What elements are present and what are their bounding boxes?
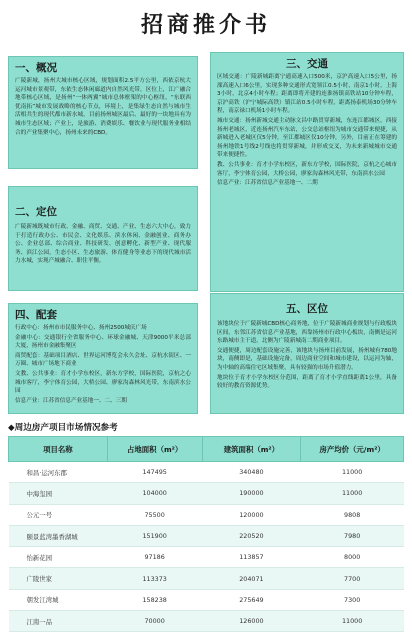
section-heading: 四、配套 xyxy=(15,309,57,321)
table-row xyxy=(9,568,404,589)
header-building-area: 建筑面积（m²） xyxy=(202,437,301,462)
table-row xyxy=(9,504,404,525)
market-table xyxy=(8,436,404,632)
cell-land-area: 97186 xyxy=(107,547,202,568)
section-text: 广陵新城，扬州大城市核心区域，规划面积2.5平方公里，西依京杭大运河城市景观带，东依生态休闲廊道内自然风光带，区位上，江广融合地带核心区域，是扬州“一体两翼”城市总体框架的中心枢纽，“东联西优南拓”城市发展战略的核心节点，环境上，是集绿生态自然与城市生活相共生的现代都市新水城，目前扬州城区最后、最好的一块地具有为城市生态区域；产业上，是旅游、消费娱乐、餐饮业与现代服务业相结合的产业集聚中心，扬州未来的CBD。 xyxy=(15,78,191,136)
transport-section xyxy=(210,52,404,292)
table-row xyxy=(9,589,404,610)
cell-avg-price: 11000 xyxy=(301,611,404,632)
cell-land-area: 113373 xyxy=(107,568,202,589)
cell-project-name: 怡新花园 xyxy=(9,547,108,568)
header-avg-price: 房产均价（元/m²） xyxy=(301,437,404,462)
overview-section xyxy=(8,56,198,169)
cell-land-area: 104000 xyxy=(107,483,202,504)
section-text: 商贸配套：基础项目酒店、世界运河博览会永久会址、京杭水街区、一万圈、城市广场地下商业 xyxy=(15,352,191,368)
cell-project-name: 朝发江湾城 xyxy=(9,589,108,610)
section-text: 行政中心：扬州市市民服务中心、扬州2500城庆广场 xyxy=(15,325,147,331)
section-heading: 五、区位 xyxy=(286,303,328,315)
header-project-name: 项目名称 xyxy=(9,437,108,462)
table-row xyxy=(9,462,404,483)
facilities-section xyxy=(8,303,198,414)
cell-land-area: 75500 xyxy=(107,504,202,525)
section-text: 区域交通：广陵新城距离宁通高速入口500米，京沪高速入口5公里，扬溧高速入口6公里，实现多种交通形式宽领江0.5小时，南京1小时，上海3小时，北京4小时车程；距离即将开建的连淮扬镇高铁站10分钟车程，京沪高铁（沪宁城际高铁）镇江站0.5小时车程，距离扬泰机场30分钟车程，南京禄口机场1小时车程。 xyxy=(217,74,397,115)
cell-building-area: 340480 xyxy=(202,462,301,483)
cell-building-area: 190000 xyxy=(202,483,301,504)
cell-building-area: 275649 xyxy=(202,589,301,610)
cell-project-name: 江南一品 xyxy=(9,611,108,632)
table-row xyxy=(9,483,404,504)
section-text: 广陵新城既城市行政、金融、商贸、交通、产业、生态六大中心，致力于打造行政办公、市民会、文化娱乐、滨水休闲、金融创业、商务办公、企业总部、综合商业、科技研发、创意孵化、新型产业、现代服务、滨江公园，生态小区、生态旅游、体育健身等业态下的现代城市活力水城，实现产城融合、职住平衡。 xyxy=(15,224,191,265)
section-heading: 二、定位 xyxy=(15,206,57,218)
section-text: 教、公共事业：育才小学东校区，新东方学校，国际医院，京杭之心城市客厅，李宁体育公园，大桥公园，廖家沟森林风光带，东南滨水公园 xyxy=(217,161,397,177)
cell-avg-price: 9808 xyxy=(301,504,404,525)
section-text: 文教、公共事业：育才小学东校区，新东方学校，国际医院，京杭之心城市客厅，李宁体育公园，大桥公园、廖家沟森林风光带，东南滨水公园 xyxy=(15,370,191,395)
table-row xyxy=(9,611,404,632)
cell-land-area: 70000 xyxy=(107,611,202,632)
location-section xyxy=(210,293,404,414)
cell-land-area: 158238 xyxy=(107,589,202,610)
table-row xyxy=(9,547,404,568)
cell-project-name: 公元一号 xyxy=(9,504,108,525)
cell-avg-price: 8000 xyxy=(301,547,404,568)
cell-project-name: 中海玺园 xyxy=(9,483,108,504)
cell-building-area: 113857 xyxy=(202,547,301,568)
section-text: 金融中心：交通银行全省服务中心、环球金融城、天津9000平米总部大厦，扬州市金融集聚区 xyxy=(15,334,191,350)
section-text: 地块位于育才小学东校区分范围，距离了育才小学直线距离1公里，具备较好的教育资源优势。 xyxy=(217,374,397,390)
cell-land-area: 147495 xyxy=(107,462,202,483)
cell-avg-price: 7700 xyxy=(301,568,404,589)
cell-building-area: 220520 xyxy=(202,525,301,546)
section-heading: 三、交通 xyxy=(286,58,328,70)
page-title: 招商推介书 xyxy=(140,13,271,38)
cell-project-name: 和昌·运河东郡 xyxy=(9,462,108,483)
section-text: 该地块位于广陵新城CBD核心商务地，位于广陵新城商业规划与行政板块区间，东邻江苏省信息产业基地，西靠扬州市行政中心板块，南侧是运河东路城市主干道，北侧为广陵新城南二期商业项目。 xyxy=(217,321,397,345)
cell-building-area: 204071 xyxy=(202,568,301,589)
cell-avg-price: 7980 xyxy=(301,525,404,546)
section-text: 城市交通：扬州新城交通主动脉文昌中路贯穿新城，东连江都城区，西接扬州老城区，近连扬州汽车东站，公交总站枢纽为城市交通带来便捷，从新城进入老城区仅5分钟，至江都城区仅10分钟，另外，目前正在筹建的扬州地铁1号线2号线也将贯穿新城，并形成交叉，为未来新城城市交通带来便捷性。 xyxy=(217,117,397,159)
cell-avg-price: 7300 xyxy=(301,589,404,610)
cell-avg-price: 11000 xyxy=(301,462,404,483)
cell-building-area: 126000 xyxy=(202,611,301,632)
cell-avg-price: 11000 xyxy=(301,483,404,504)
header-land-area: 占地面积（m²） xyxy=(107,437,202,462)
cell-land-area: 151900 xyxy=(107,525,202,546)
section-text: 信息产业：江苏省信息产业基地一、二期 xyxy=(217,180,318,187)
table-row xyxy=(9,525,404,546)
cell-project-name: 颐景蓝湾墨香湖城 xyxy=(9,525,108,546)
section-heading: 一、概况 xyxy=(15,62,57,74)
section-text: 交通便捷，周边配套设施完善，该地块与扬州目前发展，扬州城有780地块，南侧即是，基础设施完备，周边商业空间和城市建设，以运河为轴，为中轴的高端住宅区域集聚，具有较强的市场升值潜力。 xyxy=(217,347,397,371)
section-text: 信息产业：江苏省信息产业基地一、二、三期 xyxy=(15,397,127,404)
cell-project-name: 广陵世家 xyxy=(9,568,108,589)
cell-building-area: 120000 xyxy=(202,504,301,525)
positioning-section xyxy=(8,186,198,291)
market-table-title: ◆周边房产项目市场情况参考 xyxy=(8,423,118,433)
table-header-row xyxy=(9,437,404,462)
